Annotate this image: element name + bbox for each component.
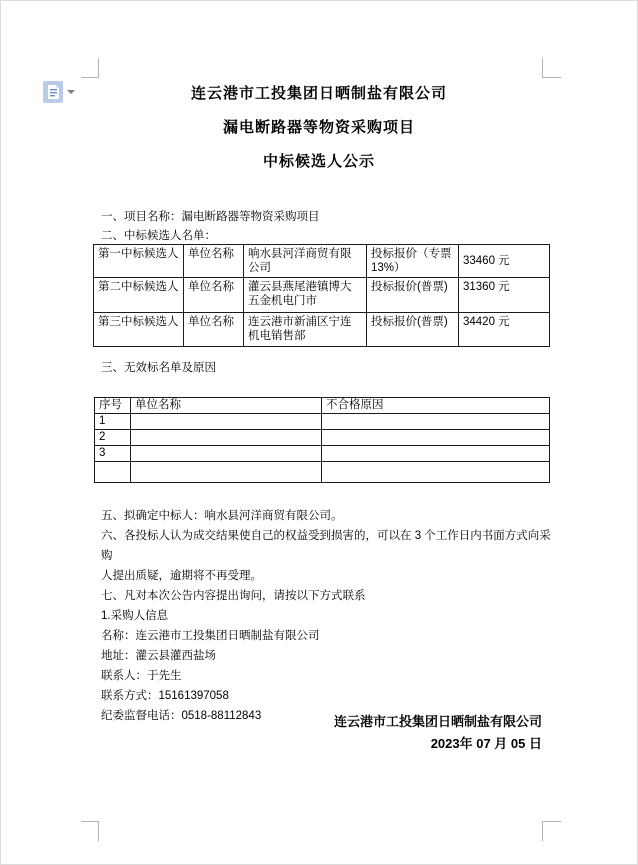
unit-name: 连云港市新浦区宁连机电销售部 [244, 313, 367, 347]
row-index: 1 [95, 414, 131, 430]
price-label: 投标报价（专票13%） [367, 245, 459, 278]
section-invalid-bids: 三、无效标名单及原因 [101, 362, 216, 374]
reason [322, 430, 550, 446]
text-boundary-mark-top-left [81, 58, 99, 78]
table-row [94, 313, 550, 347]
unit-name [131, 414, 322, 430]
contact-heading: 1.采购人信息 [101, 610, 169, 622]
section-inquiry: 七、凡对本次公告内容提出询问，请按以下方式联系 [101, 590, 366, 602]
price-value: 31360 元 [459, 278, 550, 313]
candidate-rank: 第二中标候选人 [94, 278, 184, 313]
price-label: 投标报价(普票) [367, 278, 459, 313]
unit-name [131, 462, 322, 483]
text-boundary-mark-top-right [542, 58, 561, 78]
unit-name: 灌云县燕尾港镇博大五金机电门市 [244, 278, 367, 313]
text-boundary-mark-bottom-left [81, 821, 99, 841]
contact-name: 名称：连云港市工投集团日晒制盐有限公司 [101, 630, 320, 642]
table-header-row [95, 398, 550, 414]
row-index: 2 [95, 430, 131, 446]
section-objection-line2: 人提出质疑，逾期将不再受理。 [101, 570, 262, 582]
reason [322, 414, 550, 430]
col-header-unit: 单位名称 [131, 398, 322, 414]
table-row [94, 278, 550, 313]
unit-name [131, 430, 322, 446]
table-row [95, 430, 550, 446]
signature-block [334, 711, 542, 755]
candidate-rank: 第三中标候选人 [94, 313, 184, 347]
col-header-index: 序号 [95, 398, 131, 414]
reason [322, 446, 550, 462]
unit-name: 响水县河洋商贸有限公司 [244, 245, 367, 278]
unit-name [131, 446, 322, 462]
doc-title-project: 漏电断路器等物资采购项目 [222, 119, 415, 136]
section-project-name: 一、项目名称：漏电断路器等物资采购项目 [101, 211, 320, 223]
signature-company: 连云港市工投集团日晒制盐有限公司 [333, 714, 542, 729]
body-paragraphs [101, 506, 553, 726]
invalid-bids-table [94, 397, 550, 483]
row-index: 3 [95, 446, 131, 462]
price-label: 投标报价(普票) [367, 313, 459, 347]
doc-title-notice: 中标候选人公示 [262, 153, 375, 170]
table-row [95, 414, 550, 430]
contact-address: 地址：灌云县灌西盐场 [101, 650, 216, 662]
doc-title-company: 连云港市工投集团日晒制盐有限公司 [190, 85, 447, 102]
section-winner: 五、拟确定中标人：响水县河洋商贸有限公司。 [101, 510, 343, 522]
contact-phone: 联系方式：15161397058 [101, 690, 229, 702]
contact-person: 联系人：于先生 [101, 670, 182, 682]
candidates-table [93, 244, 550, 347]
unit-label: 单位名称 [184, 245, 244, 278]
col-header-reason: 不合格原因 [322, 398, 550, 414]
table-row [94, 245, 550, 278]
price-value: 34420 元 [459, 313, 550, 347]
unit-label: 单位名称 [184, 313, 244, 347]
section-objection-line1: 六、各投标人认为成交结果使自己的权益受到损害的，可以在 3 个工作日内书面方式向采购 [101, 530, 551, 562]
contact-supervision-phone: 纪委监督电话：0518-88112843 [101, 710, 262, 722]
table-row [95, 462, 550, 483]
price-value: 33460 元 [459, 245, 550, 278]
signature-date: 2023年 07 月 05 日 [430, 736, 542, 751]
text-boundary-mark-bottom-right [542, 821, 561, 841]
table-row [95, 446, 550, 462]
candidate-rank: 第一中标候选人 [94, 245, 184, 278]
section-candidate-list: 二、中标候选人名单： [101, 230, 216, 242]
reason [322, 462, 550, 483]
unit-label: 单位名称 [184, 278, 244, 313]
row-index [95, 462, 131, 483]
